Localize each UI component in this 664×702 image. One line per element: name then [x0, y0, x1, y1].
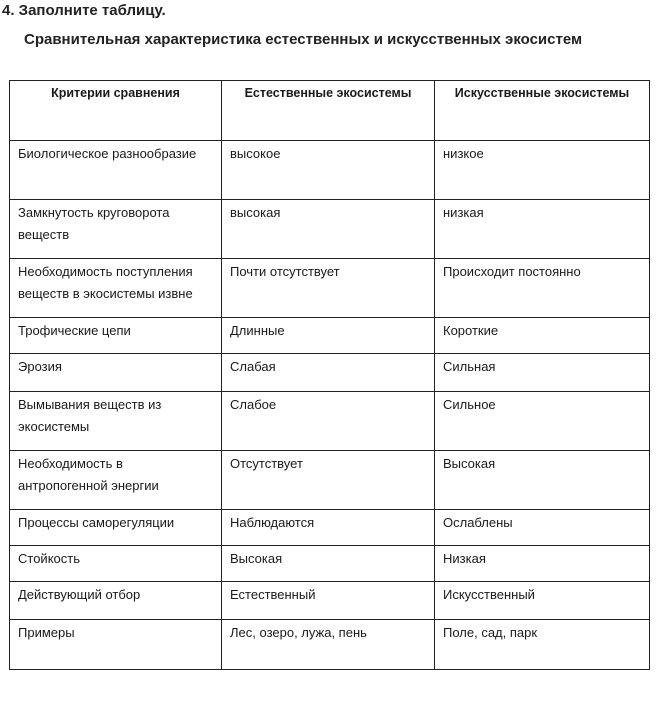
- criterion-cell: Действующий отбор: [10, 582, 222, 620]
- artificial-cell: Короткие: [435, 318, 650, 354]
- table-caption: Сравнительная характеристика естественных и искусственных экосистем: [24, 31, 583, 48]
- criterion-cell: Необходимость в антропогенной энергии: [10, 451, 222, 510]
- task-title: 4. Заполните таблицу.: [2, 2, 166, 19]
- natural-cell: Высокая: [222, 546, 435, 582]
- criterion-cell: Вымывания веществ из экосистемы: [10, 392, 222, 451]
- natural-cell: Отсутствует: [222, 451, 435, 510]
- table-row: [10, 510, 650, 546]
- natural-cell: высокое: [222, 141, 435, 200]
- artificial-cell: низкая: [435, 200, 650, 259]
- artificial-cell: Происходит постоянно: [435, 259, 650, 318]
- artificial-cell: Сильная: [435, 354, 650, 392]
- criterion-cell: Биологическое разнообразие: [10, 141, 222, 200]
- artificial-cell: Ослаблены: [435, 510, 650, 546]
- natural-cell: Почти отсутствует: [222, 259, 435, 318]
- artificial-cell: Искусственный: [435, 582, 650, 620]
- criterion-cell: Эрозия: [10, 354, 222, 392]
- artificial-cell: Высокая: [435, 451, 650, 510]
- natural-cell: Естественный: [222, 582, 435, 620]
- header-natural: Естественные экосистемы: [222, 81, 435, 141]
- natural-cell: Слабая: [222, 354, 435, 392]
- artificial-cell: низкое: [435, 141, 650, 200]
- table-row: [10, 392, 650, 451]
- criterion-cell: Трофические цепи: [10, 318, 222, 354]
- table-header-row: [10, 81, 650, 141]
- header-artificial: Искусственные экосистемы: [435, 81, 650, 141]
- artificial-cell: Низкая: [435, 546, 650, 582]
- comparison-table: [9, 80, 650, 670]
- natural-cell: Лес, озеро, лужа, пень: [222, 620, 435, 670]
- natural-cell: Наблюдаются: [222, 510, 435, 546]
- table-row: [10, 582, 650, 620]
- criterion-cell: Стойкость: [10, 546, 222, 582]
- criterion-cell: Процессы саморегуляции: [10, 510, 222, 546]
- table-row: [10, 546, 650, 582]
- criterion-cell: Необходимость поступления веществ в экосистемы извне: [10, 259, 222, 318]
- natural-cell: Длинные: [222, 318, 435, 354]
- table-row: [10, 620, 650, 670]
- table-row: [10, 141, 650, 200]
- natural-cell: высокая: [222, 200, 435, 259]
- natural-cell: Слабое: [222, 392, 435, 451]
- table-row: [10, 318, 650, 354]
- table-row: [10, 200, 650, 259]
- header-criteria: Критерии сравнения: [10, 81, 222, 141]
- artificial-cell: Сильное: [435, 392, 650, 451]
- criterion-cell: Примеры: [10, 620, 222, 670]
- table-row: [10, 259, 650, 318]
- artificial-cell: Поле, сад, парк: [435, 620, 650, 670]
- criterion-cell: Замкнутость круговорота веществ: [10, 200, 222, 259]
- table-row: [10, 451, 650, 510]
- table-row: [10, 354, 650, 392]
